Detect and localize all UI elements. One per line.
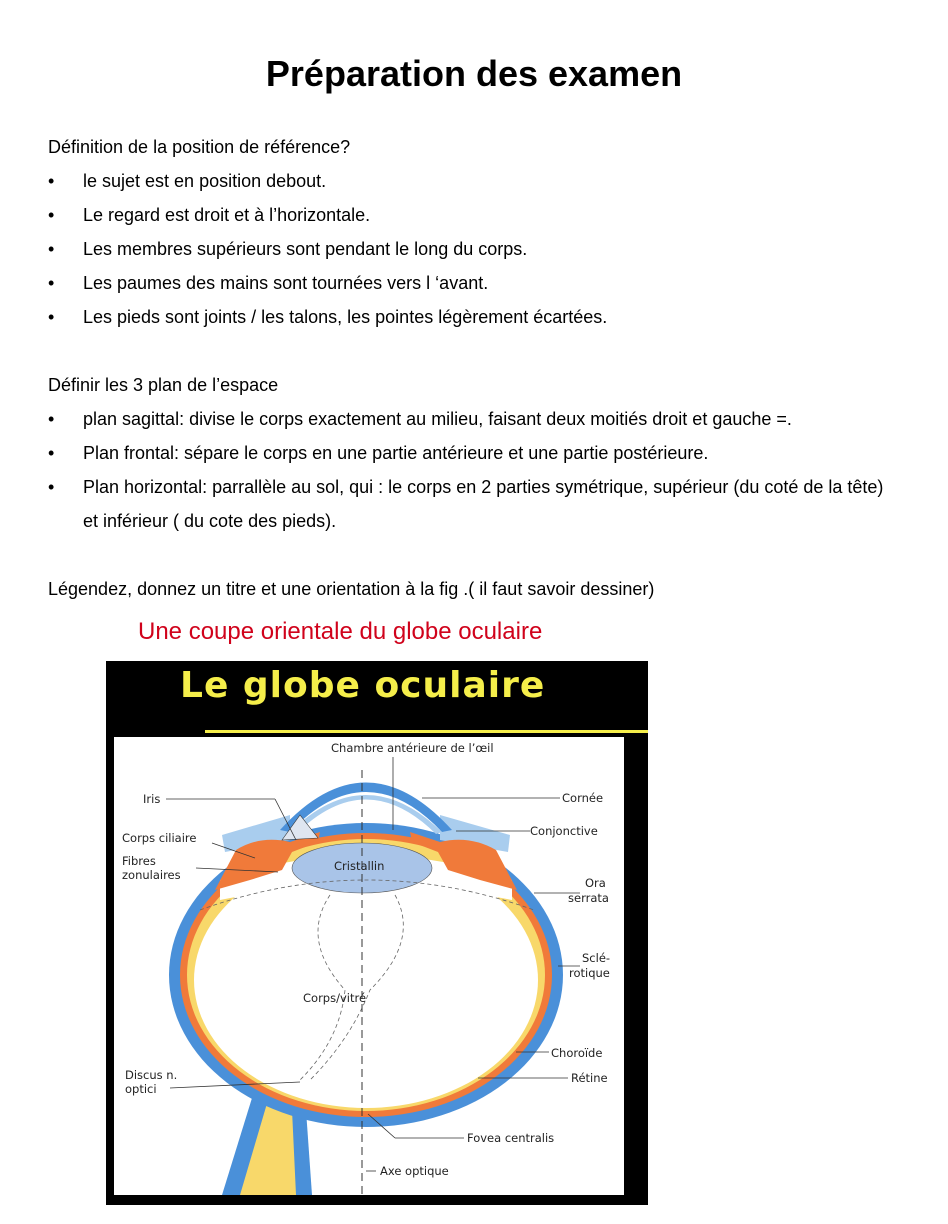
label-sclera-1: Sclé- (582, 951, 611, 965)
question: Légendez, donnez un titre et une orientation à la fig .( il faut savoir dessiner) (48, 579, 655, 599)
figure-answer-title: Une coupe orientale du globe oculaire (138, 618, 543, 645)
bullet-text: le sujet est en position debout. (83, 171, 327, 191)
label-ora-serrata-1: Ora (585, 876, 606, 890)
label-choroid: Choroïde (551, 1046, 603, 1060)
label-optic-disc-1: Discus n. (125, 1068, 178, 1082)
bullet-icon: • (48, 409, 55, 429)
label-vitreous-body: Corps/vitré (303, 991, 367, 1005)
figure-title: Le globe oculaire (180, 665, 546, 706)
bullet-icon: • (48, 171, 55, 191)
label-ora-serrata-2: serrata (568, 891, 609, 905)
label-conjunctiva: Conjonctive (530, 824, 598, 838)
label-zonular-fibers-2: zonulaires (122, 868, 181, 882)
label-cornea: Cornée (562, 791, 604, 805)
label-retina: Rétine (571, 1071, 608, 1085)
bullet-icon: • (48, 307, 55, 327)
label-iris: Iris (143, 792, 161, 806)
label-zonular-fibers-1: Fibres (122, 854, 156, 868)
bullet-icon: • (48, 205, 55, 225)
question: Définir les 3 plan de l’espace (48, 375, 279, 395)
bullet-icon: • (48, 443, 55, 463)
bullet-text: Le regard est droit et à l’horizontale. (83, 205, 371, 225)
bullet-icon: • (48, 239, 55, 259)
bullet-text: Les membres supérieurs sont pendant le long du corps. (83, 239, 528, 259)
question: Définition de la position de référence? (48, 137, 351, 157)
label-optical-axis: Axe optique (380, 1164, 449, 1178)
label-fovea: Fovea centralis (467, 1131, 555, 1145)
bullet-text: Les paumes des mains sont tournées vers l ‘avant. (83, 273, 489, 293)
page-title: Préparation des examen (265, 53, 683, 94)
bullet-text: Plan frontal: sépare le corps en une partie antérieure et une partie postérieure. (83, 443, 709, 463)
bullet-text: plan sagittal: divise le corps exactement au milieu, faisant deux moitiés droit et gauche =. (83, 409, 792, 429)
label-ciliary-body: Corps ciliaire (122, 831, 197, 845)
label-lens: Cristallin (334, 859, 385, 873)
bullet-text: Les pieds sont joints / les talons, les pointes légèrement écartées. (83, 307, 608, 327)
bullet-text: Plan horizontal: parrallèle au sol, qui : le corps en 2 parties symétrique, supérieur (du coté de la tête) et inférieur ( du cote des pieds). (83, 477, 884, 531)
label-optic-disc-2: optici (125, 1082, 157, 1096)
label-anterior-chamber: Chambre antérieure de l’œil (331, 741, 494, 755)
label-sclera-2: rotique (569, 966, 610, 980)
bullet-icon: • (48, 477, 55, 497)
bullet-icon: • (48, 273, 55, 293)
